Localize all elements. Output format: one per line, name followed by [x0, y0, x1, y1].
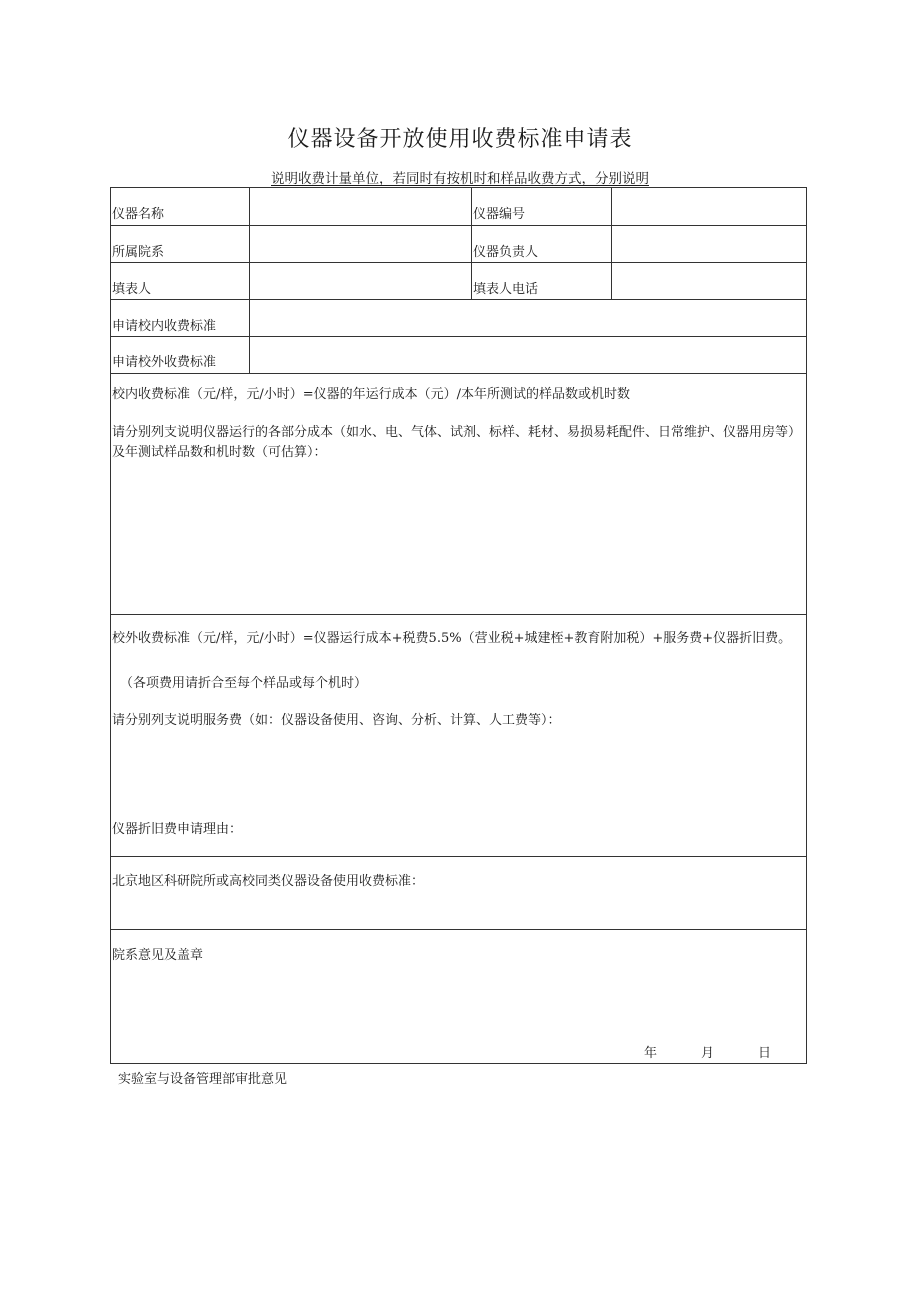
department-label: 所属院系 — [112, 245, 165, 260]
internal-cost-instruction: 请分别列支说明仪器运行的各部分成本（如水、电、气体、试剂、标样、耗材、易损易耗配件、日常维护、仪器用房等）及年测试样品数和机时数（可估算）： — [112, 425, 802, 460]
instrument-number-label: 仪器编号 — [473, 207, 526, 222]
instrument-name-label: 仪器名称 — [112, 207, 165, 222]
column-divider — [611, 187, 612, 299]
internal-fee-formula: 校内收费标准（元/样，元/小时）=仪器的年运行成本（元）/本年所测试的样品数或机时数 — [112, 387, 631, 402]
instrument-manager-label: 仪器负责人 — [473, 245, 539, 260]
filler-phone-value[interactable] — [613, 263, 805, 298]
external-fee-value[interactable] — [251, 337, 805, 372]
row-divider — [110, 929, 807, 930]
date-year: 年 — [644, 1046, 658, 1061]
instrument-number-value[interactable] — [613, 188, 805, 224]
date-month: 月 — [701, 1046, 715, 1061]
date-day: 日 — [758, 1046, 772, 1061]
table-border-left — [110, 187, 111, 1064]
instrument-manager-value[interactable] — [613, 226, 805, 261]
service-fee-instruction: 请分别列支说明服务费（如：仪器设备使用、咨询、分析、计算、人工费等）： — [112, 713, 561, 728]
filler-phone-label: 填表人电话 — [473, 282, 539, 297]
form-subtitle: 说明收费计量单位，若同时有按机时和样品收费方式，分别说明 — [271, 171, 649, 187]
column-divider — [249, 187, 250, 373]
lab-approval-label: 实验室与设备管理部审批意见 — [118, 1072, 288, 1087]
department-opinion-label: 院系意见及盖章 — [112, 948, 204, 963]
instrument-name-value[interactable] — [251, 188, 469, 224]
depreciation-reason-label: 仪器折旧费申请理由： — [112, 822, 243, 837]
table-border-right — [806, 187, 807, 1064]
row-divider — [110, 373, 807, 374]
form-title: 仪器设备开放使用收费标准申请表 — [287, 127, 633, 152]
filler-value[interactable] — [251, 263, 469, 298]
department-value[interactable] — [251, 226, 469, 261]
row-divider — [110, 856, 807, 857]
external-fee-formula: 校外收费标准（元/样，元/小时）=仪器运行成本+税费5.5%（营业税+城建桎+教育附加税）+服务费+仪器折旧费。 — [112, 631, 792, 646]
beijing-standard-label: 北京地区科研院所或高校同类仪器设备使用收费标准： — [112, 874, 425, 889]
external-fee-note: （各项费用请折合至每个样品或每个机时） — [120, 676, 368, 691]
column-divider — [471, 187, 472, 299]
external-fee-label: 申请校外收费标准 — [112, 355, 217, 370]
filler-label: 填表人 — [112, 282, 152, 297]
row-divider — [110, 614, 807, 615]
internal-fee-label: 申请校内收费标准 — [112, 319, 217, 334]
application-form-table — [110, 187, 807, 1064]
internal-fee-value[interactable] — [251, 300, 805, 335]
